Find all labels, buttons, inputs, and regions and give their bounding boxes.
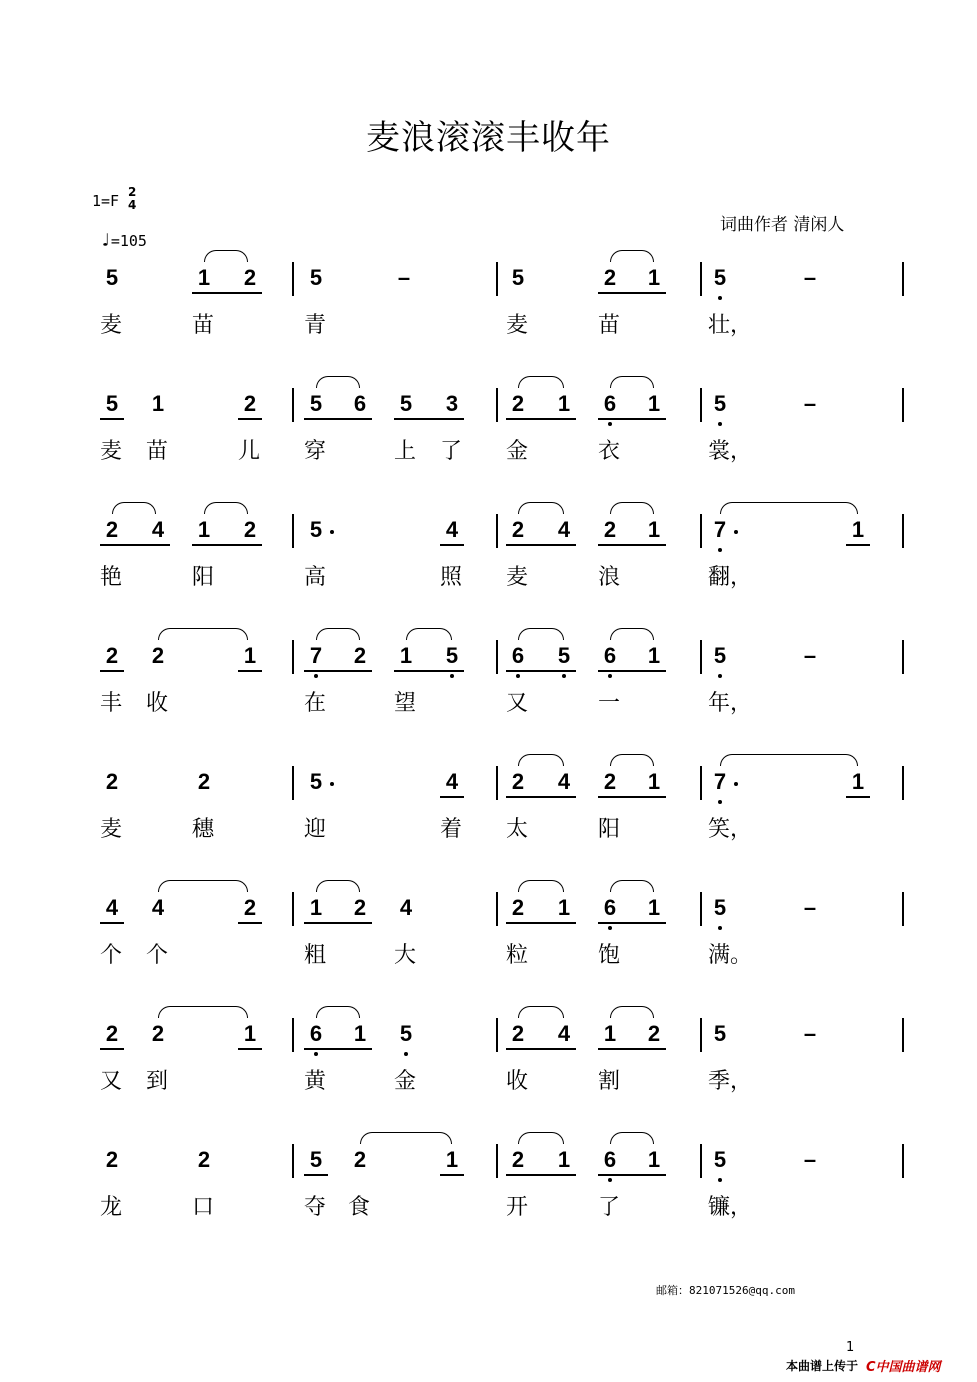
low-octave-dot (718, 422, 722, 426)
augmentation-dot (734, 782, 738, 786)
barline (496, 640, 498, 674)
tie-slur (316, 628, 360, 640)
lyric: 镰， (708, 1195, 753, 1220)
tie-slur (204, 502, 248, 514)
score-row (0, 262, 977, 382)
note: 5 (713, 1147, 727, 1172)
lyric: 到 (146, 1069, 169, 1094)
lyric: 食 (348, 1195, 371, 1220)
author-credit: 词曲作者 清闲人 (720, 215, 845, 235)
duration-underline (238, 418, 262, 420)
lyric: 了 (598, 1195, 621, 1220)
duration-underline (440, 544, 464, 546)
low-octave-dot (718, 1178, 722, 1182)
barline (700, 262, 702, 296)
tempo-marking (100, 230, 147, 251)
barline (902, 1144, 904, 1178)
barline (902, 1018, 904, 1052)
tie-slur (158, 880, 248, 892)
note: 2 (197, 769, 211, 794)
lyric: 穿 (304, 439, 327, 464)
duration-underline (238, 670, 262, 672)
note: 5 (309, 517, 323, 542)
note: 2 (243, 265, 257, 290)
note: 2 (603, 517, 617, 542)
barline (292, 640, 294, 674)
note: 2 (511, 1147, 525, 1172)
barline (902, 388, 904, 422)
barline (292, 514, 294, 548)
note: 2 (243, 391, 257, 416)
duration-underline (238, 922, 262, 924)
lyric: 金 (394, 1069, 417, 1094)
note: 2 (105, 1021, 119, 1046)
tie-slur (610, 1132, 654, 1144)
duration-underline (598, 796, 666, 798)
lyric: 丰 (100, 691, 123, 716)
duration-underline (506, 1174, 576, 1176)
barline (902, 892, 904, 926)
low-octave-dot (718, 674, 722, 678)
duration-underline (598, 670, 666, 672)
duration-underline (598, 1048, 666, 1050)
duration-underline (506, 796, 576, 798)
barline (700, 1144, 702, 1178)
lyric: 艳 (100, 565, 123, 590)
lyric: 笑， (708, 817, 753, 842)
tie-slur (316, 376, 360, 388)
lyric: 阳 (598, 817, 621, 842)
low-octave-dot (718, 926, 722, 930)
duration-underline (394, 670, 464, 672)
low-octave-dot (608, 926, 612, 930)
note: 4 (399, 895, 413, 920)
quarter-note-icon: ♩ (100, 230, 111, 251)
duration-underline (192, 544, 262, 546)
note: 5 (557, 643, 571, 668)
low-octave-dot (718, 548, 722, 552)
note: 5 (511, 265, 525, 290)
lyric: 了 (440, 439, 463, 464)
note: 5 (713, 1021, 727, 1046)
lyric: 季， (708, 1069, 753, 1094)
note: 5 (399, 391, 413, 416)
page-title: 麦浪滚滚丰收年 (366, 118, 611, 158)
site-logo (866, 1356, 941, 1375)
low-octave-dot (608, 1178, 612, 1182)
lyric: 在 (304, 691, 327, 716)
lyric: 收 (146, 691, 169, 716)
lyric: 苗 (598, 313, 621, 338)
note: 2 (243, 517, 257, 542)
note: 1 (647, 895, 661, 920)
lyric: 年， (708, 691, 753, 716)
low-octave-dot (718, 296, 722, 300)
lyric: 裳， (708, 439, 753, 464)
duration-underline (506, 544, 576, 546)
score-row (0, 1144, 977, 1264)
note: – (803, 1147, 817, 1172)
note: – (803, 391, 817, 416)
note: 1 (851, 769, 865, 794)
note: 4 (151, 517, 165, 542)
barline (496, 1018, 498, 1052)
lyric: 麦 (506, 565, 529, 590)
low-octave-dot (718, 800, 722, 804)
note: 2 (603, 769, 617, 794)
note: 2 (511, 769, 525, 794)
note: 2 (511, 895, 525, 920)
duration-underline (598, 1174, 666, 1176)
tie-slur (518, 754, 564, 766)
lyric: 高 (304, 565, 327, 590)
tie-slur (610, 502, 654, 514)
lyric: 上 (394, 439, 417, 464)
tie-slur (518, 502, 564, 514)
note: 2 (243, 895, 257, 920)
lyric: 翻， (708, 565, 753, 590)
note: 5 (713, 391, 727, 416)
upload-note: 本曲谱上传于 (786, 1359, 859, 1373)
note: 1 (243, 643, 257, 668)
barline (292, 766, 294, 800)
note: 7 (309, 643, 323, 668)
note: 6 (603, 643, 617, 668)
lyric: 着 (440, 817, 463, 842)
note: 1 (399, 643, 413, 668)
barline (292, 262, 294, 296)
barline (292, 892, 294, 926)
lyric: 开 (506, 1195, 529, 1220)
duration-underline (304, 670, 372, 672)
tie-slur (610, 1006, 654, 1018)
note: 1 (647, 1147, 661, 1172)
lyric: 个 (146, 943, 169, 968)
duration-underline (598, 922, 666, 924)
note: 1 (851, 517, 865, 542)
low-octave-dot (562, 674, 566, 678)
barline (902, 262, 904, 296)
tie-slur (360, 1132, 452, 1144)
low-octave-dot (314, 1052, 318, 1056)
note: 2 (353, 895, 367, 920)
tie-slur (610, 628, 654, 640)
note: 2 (353, 643, 367, 668)
note: – (397, 265, 411, 290)
page-number: 1 (846, 1340, 855, 1355)
note: 5 (309, 265, 323, 290)
score-row (0, 640, 977, 760)
note: – (803, 265, 817, 290)
duration-underline (598, 418, 666, 420)
score-row (0, 388, 977, 508)
note: – (803, 643, 817, 668)
tempo-value: =105 (110, 232, 147, 250)
note: – (803, 895, 817, 920)
barline (496, 514, 498, 548)
duration-underline (440, 1174, 464, 1176)
barline (700, 514, 702, 548)
tie-slur (158, 1006, 248, 1018)
lyric: 夺 (304, 1195, 327, 1220)
note: 6 (603, 895, 617, 920)
note: 3 (445, 391, 459, 416)
note: 6 (511, 643, 525, 668)
lyric: 粒 (506, 943, 529, 968)
note: 4 (445, 517, 459, 542)
barline (496, 892, 498, 926)
score-row (0, 1018, 977, 1138)
time-sig-numerator: 2 (128, 185, 137, 199)
tie-slur (610, 376, 654, 388)
barline (902, 514, 904, 548)
duration-underline (598, 544, 666, 546)
note: 1 (197, 265, 211, 290)
note: 2 (603, 265, 617, 290)
tie-slur (610, 880, 654, 892)
note: 5 (105, 265, 119, 290)
duration-underline (846, 796, 870, 798)
barline (902, 766, 904, 800)
note: 6 (603, 1147, 617, 1172)
lyric: 浪 (598, 565, 621, 590)
low-octave-dot (608, 674, 612, 678)
lyric: 衣 (598, 439, 621, 464)
note: 7 (713, 769, 727, 794)
tie-slur (720, 754, 858, 766)
lyric: 收 (506, 1069, 529, 1094)
note: 5 (309, 1147, 323, 1172)
tie-slur (316, 1006, 360, 1018)
site-name: 中国曲谱网 (875, 1360, 941, 1375)
note: 2 (151, 643, 165, 668)
low-octave-dot (516, 674, 520, 678)
note: 2 (647, 1021, 661, 1046)
lyric: 迎 (304, 817, 327, 842)
key-signature: 1=F (92, 192, 120, 210)
note: 5 (713, 643, 727, 668)
note: 2 (105, 643, 119, 668)
note: 5 (713, 265, 727, 290)
duration-underline (192, 292, 262, 294)
logo-mark-icon: C (866, 1360, 876, 1375)
score-row (0, 514, 977, 634)
note: 1 (445, 1147, 459, 1172)
duration-underline (304, 1174, 328, 1176)
note: 4 (445, 769, 459, 794)
tie-slur (316, 880, 360, 892)
note: 2 (353, 1147, 367, 1172)
duration-underline (506, 418, 576, 420)
lyric: 麦 (506, 313, 529, 338)
note: 4 (151, 895, 165, 920)
footer-email: 邮箱：821071526@qq.com (656, 1284, 795, 1297)
lyric: 照 (440, 565, 463, 590)
note: 6 (603, 391, 617, 416)
note: 4 (105, 895, 119, 920)
note: 2 (511, 391, 525, 416)
duration-underline (100, 1048, 124, 1050)
note: 1 (647, 517, 661, 542)
note: 2 (151, 1021, 165, 1046)
note: 2 (105, 769, 119, 794)
lyric: 阳 (192, 565, 215, 590)
lyric: 又 (100, 1069, 123, 1094)
tie-slur (518, 628, 564, 640)
lyric: 苗 (146, 439, 169, 464)
note: 5 (445, 643, 459, 668)
lyric: 一 (598, 691, 621, 716)
barline (496, 1144, 498, 1178)
tie-slur (112, 502, 156, 514)
low-octave-dot (608, 422, 612, 426)
lyric: 饱 (598, 943, 621, 968)
low-octave-dot (404, 1052, 408, 1056)
lyric: 大 (394, 943, 417, 968)
lyric: 壮， (708, 313, 753, 338)
barline (292, 388, 294, 422)
tie-slur (518, 880, 564, 892)
duration-underline (304, 418, 372, 420)
lyric: 割 (598, 1069, 621, 1094)
lyric: 太 (506, 817, 529, 842)
low-octave-dot (450, 674, 454, 678)
duration-underline (100, 670, 124, 672)
note: 6 (309, 1021, 323, 1046)
note: 2 (105, 517, 119, 542)
lyric: 金 (506, 439, 529, 464)
tie-slur (204, 250, 248, 262)
augmentation-dot (330, 782, 334, 786)
barline (496, 766, 498, 800)
lyric: 粗 (304, 943, 327, 968)
duration-underline (846, 544, 870, 546)
lyric: 口 (192, 1195, 215, 1220)
note: 1 (309, 895, 323, 920)
barline (292, 1018, 294, 1052)
low-octave-dot (314, 674, 318, 678)
tie-slur (158, 628, 248, 640)
lyric: 青 (304, 313, 327, 338)
note: 2 (197, 1147, 211, 1172)
note: 2 (511, 517, 525, 542)
note: 1 (647, 265, 661, 290)
note: 1 (353, 1021, 367, 1046)
duration-underline (100, 544, 170, 546)
tie-slur (518, 1132, 564, 1144)
note: 1 (647, 769, 661, 794)
barline (496, 388, 498, 422)
duration-underline (304, 1048, 372, 1050)
note: 5 (309, 769, 323, 794)
note: 4 (557, 517, 571, 542)
lyric: 麦 (100, 817, 123, 842)
time-sig-denominator: 4 (128, 198, 137, 212)
tie-slur (518, 376, 564, 388)
tie-slur (518, 1006, 564, 1018)
lyric: 满。 (708, 943, 753, 968)
augmentation-dot (734, 530, 738, 534)
note: 1 (647, 391, 661, 416)
lyric: 麦 (100, 313, 123, 338)
barline (700, 766, 702, 800)
lyric: 麦 (100, 439, 123, 464)
duration-underline (506, 922, 576, 924)
barline (700, 388, 702, 422)
lyric: 儿 (238, 439, 261, 464)
tie-slur (610, 754, 654, 766)
barline (700, 640, 702, 674)
lyric: 黄 (304, 1069, 327, 1094)
duration-underline (238, 1048, 262, 1050)
note: 1 (197, 517, 211, 542)
note: 2 (511, 1021, 525, 1046)
tie-slur (720, 502, 858, 514)
duration-underline (100, 418, 124, 420)
note: 1 (647, 643, 661, 668)
lyric: 个 (100, 943, 123, 968)
lyric: 苗 (192, 313, 215, 338)
note: 1 (603, 1021, 617, 1046)
note: 4 (557, 1021, 571, 1046)
barline (700, 1018, 702, 1052)
note: 1 (243, 1021, 257, 1046)
note: 5 (713, 895, 727, 920)
barline (496, 262, 498, 296)
duration-underline (440, 796, 464, 798)
note: 1 (557, 391, 571, 416)
barline (700, 892, 702, 926)
barline (292, 1144, 294, 1178)
duration-underline (506, 1048, 576, 1050)
barline (902, 640, 904, 674)
lyric: 又 (506, 691, 529, 716)
lyric: 望 (394, 691, 417, 716)
lyric: 龙 (100, 1195, 123, 1220)
time-signature (128, 186, 136, 212)
note: 1 (557, 1147, 571, 1172)
duration-underline (506, 670, 576, 672)
duration-underline (304, 922, 372, 924)
duration-underline (598, 292, 666, 294)
note: – (803, 1021, 817, 1046)
note: 1 (557, 895, 571, 920)
note: 2 (105, 1147, 119, 1172)
note: 5 (309, 391, 323, 416)
tie-slur (406, 628, 452, 640)
note: 4 (557, 769, 571, 794)
tie-slur (610, 250, 654, 262)
augmentation-dot (330, 530, 334, 534)
note: 6 (353, 391, 367, 416)
lyric: 穗 (192, 817, 215, 842)
duration-underline (394, 418, 464, 420)
note: 5 (105, 391, 119, 416)
duration-underline (100, 922, 124, 924)
score-row (0, 892, 977, 1012)
note: 1 (151, 391, 165, 416)
note: 5 (399, 1021, 413, 1046)
score-row (0, 766, 977, 886)
note: 7 (713, 517, 727, 542)
